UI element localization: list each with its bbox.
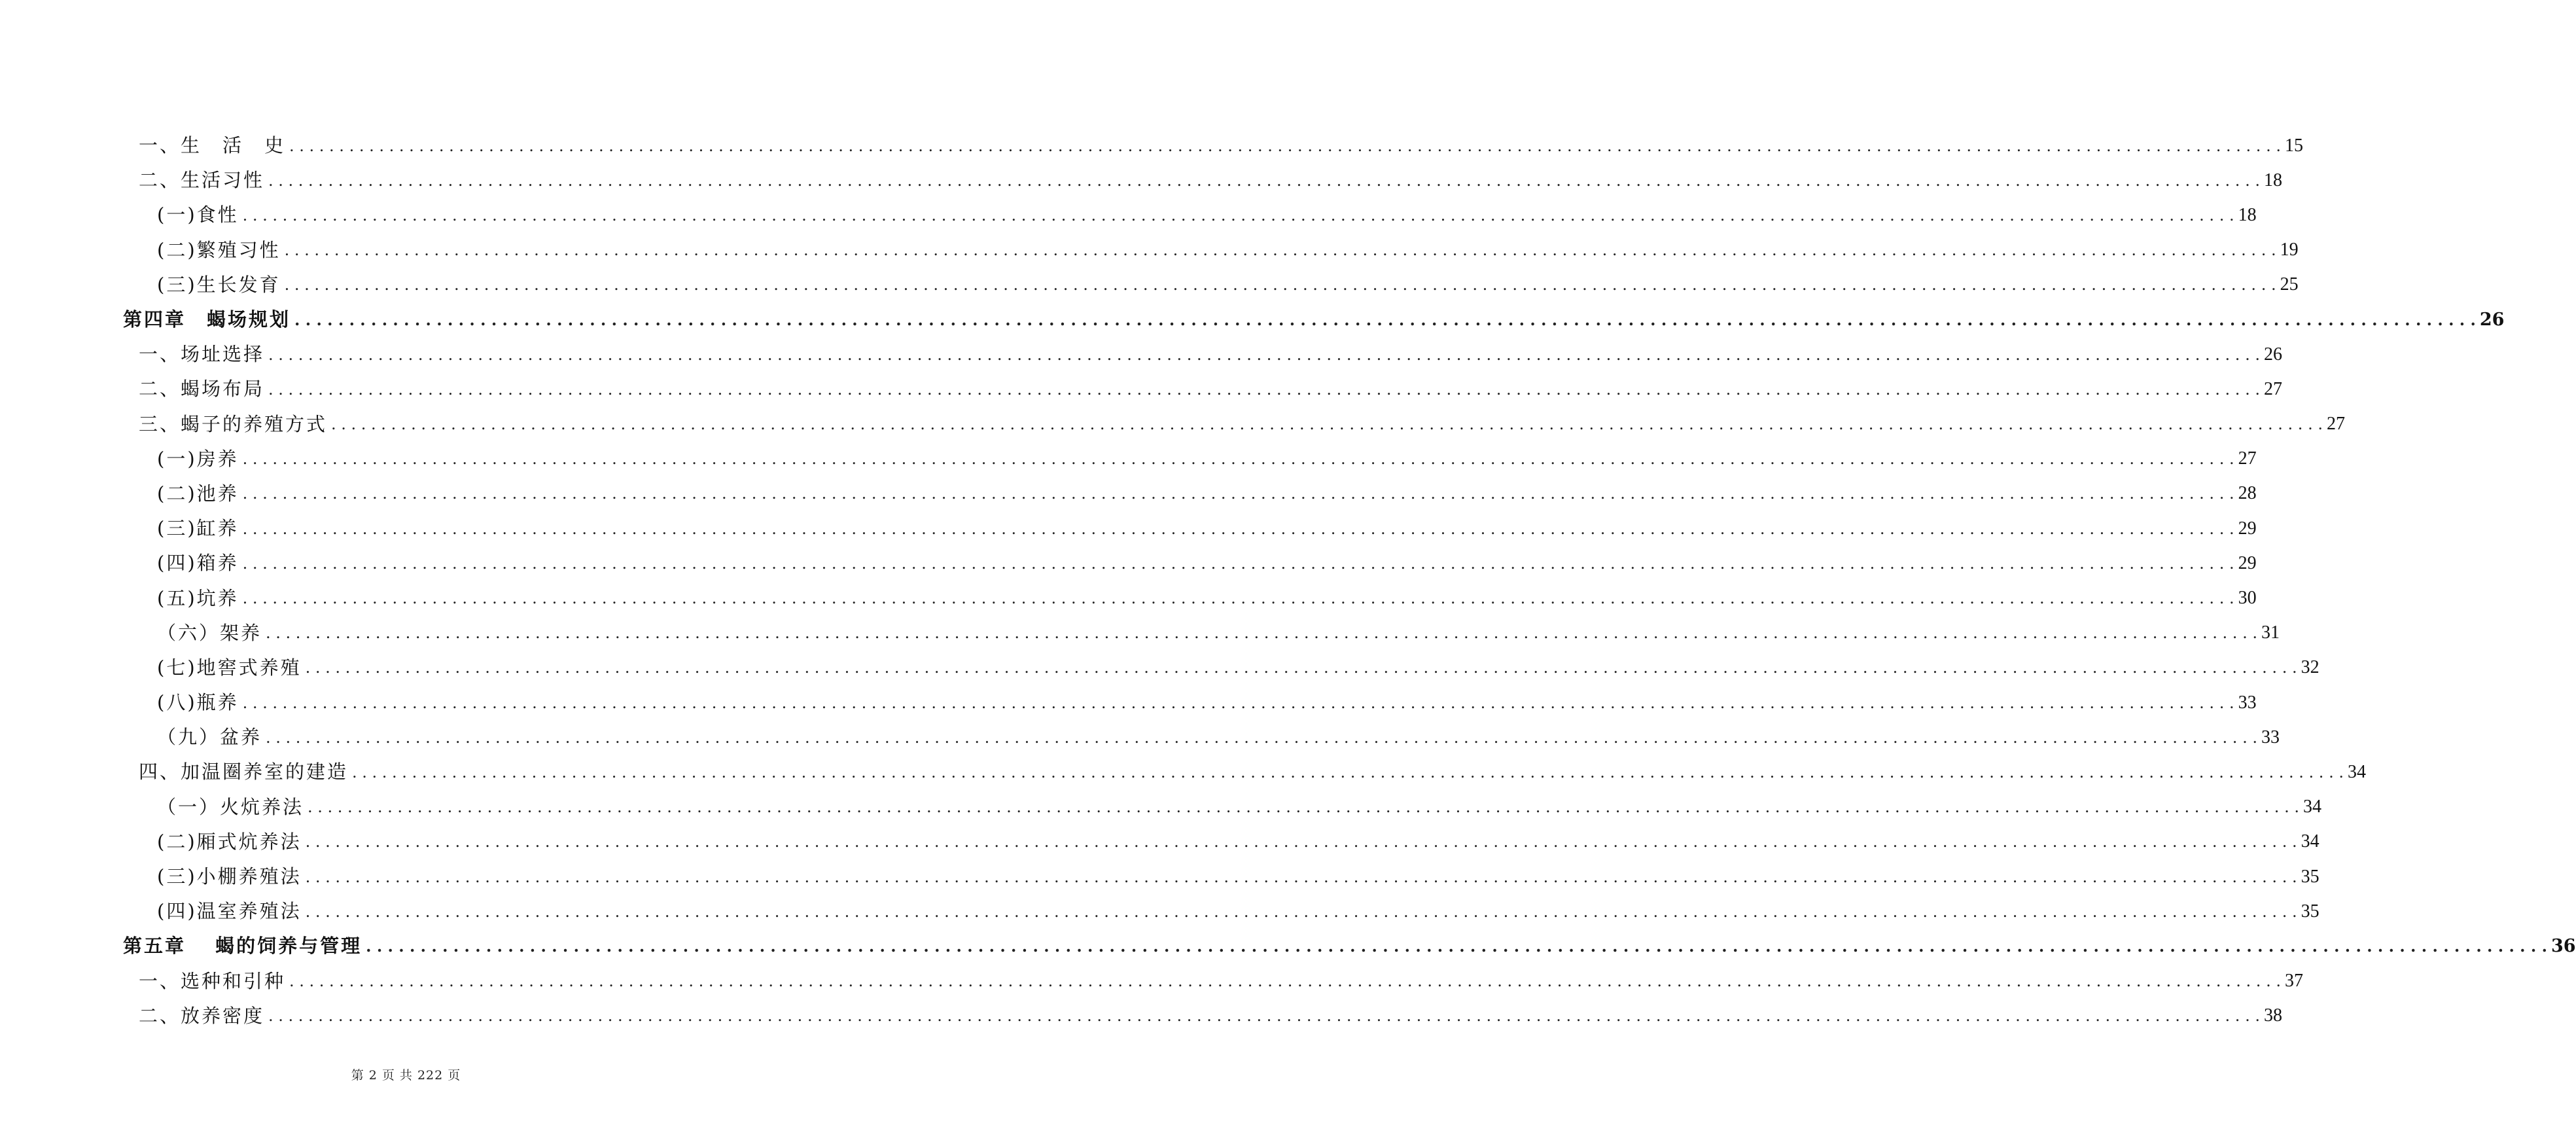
dot-leader: . . . . . . . . . . . . . . . . . . . . . . . . . . . . . . . . . . . . . . . . . . . . . . . . . . . . . . . . . . . . . . . . . . . . . . . . . . . . . . . . . . . . . . . . . . . . . . . . . . . . . . . . . . . . . . . . . . . . . . . . . . . . . . . . . . . . . . . . . . . . . . . . . . . . . . . . . . . . . . . . . . . . . . . . . . . . . . . . . . . . . . . . . . . . . . . . . . . . . . . . [268, 1007, 2260, 1026]
toc-entry[interactable] [157, 476, 2257, 511]
toc-entry[interactable] [157, 511, 2257, 546]
toc-entry-page-number: 34 [2303, 797, 2321, 817]
toc-entry[interactable] [157, 825, 2320, 859]
toc-entry-page-number: 27 [2238, 448, 2257, 469]
dot-leader: . . . . . . . . . . . . . . . . . . . . . . . . . . . . . . . . . . . . . . . . . . . . . . . . . . . . . . . . . . . . . . . . . . . . . . . . . . . . . . . . . . . . . . . . . . . . . . . . . . . . . . . . . . . . . . . . . . . . . . . . . . . . . . . . . . . . . . . . . . . . . . . . . . . . . . . . . . . . . . . . . . . . . . . . . . . . . . . . . . . . . . . . . . . . . . . . . . . . . . . . [289, 972, 2281, 991]
dot-leader: . . . . . . . . . . . . . . . . . . . . . . . . . . . . . . . . . . . . . . . . . . . . . . . . . . . . . . . . . . . . . . . . . . . . . . . . . . . . . . . . . . . . . . . . . . . . . . . . . . . . . . . . . . . . . . . . . . . . . . . . . . . . . . . . . . . . . . . . . . . . . . . . . . . . . . . . . . . . . . . . . . . . . . . . . . . . . . . . . . . . . . . . . . . . . . . . . . . . . . . . [242, 589, 2234, 608]
toc-entry-page-number: 35 [2301, 866, 2320, 887]
toc-entry-title: 四、加温圈养室的建造 [139, 761, 349, 783]
toc-entry[interactable] [157, 790, 2321, 825]
dot-leader: . . . . . . . . . . . . . . . . . . . . . . . . . . . . . . . . . . . . . . . . . . . . . . . . . . . . . . . . . . . . . . . . . . . . . . . . . . . . . . . . . . . . . . . . . . . . . . . . . . . . . . . . . . . . . . . . . . . . . . . . . . . . . . . . . . . . . . . . . . . . . . . . . . . . . . . . . . . . . . . . . . . . . . . . . . . . . . . . . . . . . . . . . . . . . . . . . . . . . . . . [242, 206, 2234, 224]
toc-entry[interactable] [139, 337, 2282, 372]
dot-leader: . . . . . . . . . . . . . . . . . . . . . . . . . . . . . . . . . . . . . . . . . . . . . . . . . . . . . . . . . . . . . . . . . . . . . . . . . . . . . . . . . . . . . . . . . . . . . . . . . . . . . . . . . . . . . . . . . . . . . . . . . . . . . . . . . . . . . . . . . . . . . . . . . . . . . . . . . . . . . . . . . . . . . . . . . . . . . . . . . . . . . . . . . . . . . . . . . . . . . . . . [305, 833, 2297, 852]
toc-entry-page-number: 26 [2263, 344, 2282, 365]
toc-entry-page-number: 26 [2479, 310, 2505, 331]
dot-leader: . . . . . . . . . . . . . . . . . . . . . . . . . . . . . . . . . . . . . . . . . . . . . . . . . . . . . . . . . . . . . . . . . . . . . . . . . . . . . . . . . . . . . . . . . . . . . . . . . . . . . . . . . . . . . . . . . . . . . . . . . . . . . . . . . . . . . . . . . . . . . . . . . . . . . . . . . . . . . . . . . . . . . . . . . . . . . . . . . . . . . . . . . . . . . . . . . . . . . . . . [308, 798, 2299, 817]
toc-entry[interactable] [157, 651, 2320, 685]
toc-entry-title: 一、场址选择 [139, 343, 265, 366]
toc-entry[interactable] [139, 964, 2303, 999]
toc-entry-page-number: 31 [2261, 622, 2280, 643]
toc-entry-title: (二)池养 [157, 482, 239, 505]
dot-leader: . . . . . . . . . . . . . . . . . . . . . . . . . . . . . . . . . . . . . . . . . . . . . . . . . . . . . . . . . . . . . . . . . . . . . . . . . . . . . . . . . . . . . . . . . . . . . . . . . . . . . . . . . . . . . . . . . . . . . . . . . . . . . . . . . . . . . . . . . . . . . . . . . . . . . . . . . . . . . . . . . . . . . . . . . . . . . . . . . . . . . . . . . . . . . . . . . . . . . . . . [289, 136, 2281, 155]
toc-entry[interactable] [139, 128, 2303, 163]
dot-leader: . . . . . . . . . . . . . . . . . . . . . . . . . . . . . . . . . . . . . . . . . . . . . . . . . . . . . . . . . . . . . . . . . . . . . . . . . . . . . . . . . . . . . . . . . . . . . . . . . . . . . . . . . . . . . . . . . . . . . . . . . . . . . . . . . . . . . . . . . . . . . . . . . . . . . . . . . . . . . . . . . . . . . . . . . . . . . . . . . . . . . . . . . . . . . . . . . . . . . . . . [284, 241, 2276, 260]
dot-leader: . . . . . . . . . . . . . . . . . . . . . . . . . . . . . . . . . . . . . . . . . . . . . . . . . . . . . . . . . . . . . . . . . . . . . . . . . . . . . . . . . . . . . . . . . . . . . . . . . . . . . . . . . . . . . . . . . . . . . . . . . . . . . . . . . . . . . . . . . . . . . . . . . . . . . . . . . . . . . . . . . . . . . . . . . . . . . . . . . . . . . . . . . . . . . . . . . . . . . . . . [284, 276, 2276, 295]
toc-entry[interactable] [157, 442, 2257, 476]
toc-entry[interactable] [157, 894, 2320, 929]
toc-entry[interactable] [157, 198, 2257, 232]
dot-leader: . . . . . . . . . . . . . . . . . . . . . . . . . . . . . . . . . . . . . . . . . . . . . . . . . . . . . . . . . . . . . . . . . . . . . . . . . . . . . . . . . . . . . . . . . . . . . . . . . . . . . . . . . . . . . . . . . . . . . . . . . . . . . . . . . . . . . . . . . . . . . . . . . . . . . . . . . . . . . . . . . . . . . . . . . . . . . . . . . . . . . . . . . . . . . . . . . . . . . . . . [242, 554, 2234, 573]
toc-entry-title: 三、蝎子的养殖方式 [139, 412, 328, 435]
dot-leader: . . . . . . . . . . . . . . . . . . . . . . . . . . . . . . . . . . . . . . . . . . . . . . . . . . . . . . . . . . . . . . . . . . . . . . . . . . . . . . . . . . . . . . . . . . . . . . . . . . . . . . . . . . . . . . . . . . . . . . . . . . . . . . . . . . . . . . . . . . . . . . . . . . . . . . . . . . . . . . . . . . . . . . . . . . . . . . . . . . . . . . . . . . . . . . . . . . . . . . . . [268, 380, 2260, 399]
dot-leader: . . . . . . . . . . . . . . . . . . . . . . . . . . . . . . . . . . . . . . . . . . . . . . . . . . . . . . . . . . . . . . . . . . . . . . . . . . . . . . . . . . . . . . . . . . . . . . . . . . . . . . . . . . . . . . . . . . . . . . . . . . . . . . . . . . . . . . . . . . . . . . . . . . . . . . . . . . . . . . . . . . . . . . . . . . . . . . . . . . . . . . . . . . . . . . . . . . . . . . . . [242, 484, 2234, 503]
toc-entry-title: 一、生 活 史 [139, 134, 286, 157]
toc-entry-title: （九）盆养 [157, 726, 262, 749]
dot-leader: . . . . . . . . . . . . . . . . . . . . . . . . . . . . . . . . . . . . . . . . . . . . . . . . . . . . . . . . . . . . . . . . . . . . . . . . . . . . . . . . . . . . . . . . . . . . . . . . . . . . . . . . . . . . . . . . . . . . . . . . . . . . . . . . . . . . . . . . . . . . . . . . . . . . . . . . . . . . . . . . . . . . . . . . . . . . . . . . . . . . . . . . . . . . . . . . . . . . . . . . [305, 867, 2297, 886]
toc-entry-page-number: 15 [2284, 135, 2303, 156]
toc-entry-page-number: 33 [2261, 726, 2280, 747]
toc-entry-page-number: 18 [2238, 204, 2257, 225]
dot-leader: . . . . . . . . . . . . . . . . . . . . . . . . . . . . . . . . . . . . . . . . . . . . . . . . . . . . . . . . . . . . . . . . . . . . . . . . . . . . . . . . . . . . . . . . . . . . . . . . . . . . . . . . . . . . . . . . . . . . . . . . . . . . . . . . . . . . . . . . . . . . . . . . . . . . . . . . . . . . . . . . . . . . . . . . . . . . . . . . . . . . . . . . . . . . . . . . . . . . . . . . [366, 936, 2547, 956]
toc-entry-title: (四)温室养殖法 [157, 900, 302, 923]
dot-leader: . . . . . . . . . . . . . . . . . . . . . . . . . . . . . . . . . . . . . . . . . . . . . . . . . . . . . . . . . . . . . . . . . . . . . . . . . . . . . . . . . . . . . . . . . . . . . . . . . . . . . . . . . . . . . . . . . . . . . . . . . . . . . . . . . . . . . . . . . . . . . . . . . . . . . . . . . . . . . . . . . . . . . . . . . . . . . . . . . . . . . . . . . . . . . . . . . . . . . . . . [266, 624, 2257, 643]
toc-entry-title: (七)地窖式养殖 [157, 656, 302, 679]
dot-leader: . . . . . . . . . . . . . . . . . . . . . . . . . . . . . . . . . . . . . . . . . . . . . . . . . . . . . . . . . . . . . . . . . . . . . . . . . . . . . . . . . . . . . . . . . . . . . . . . . . . . . . . . . . . . . . . . . . . . . . . . . . . . . . . . . . . . . . . . . . . . . . . . . . . . . . . . . . . . . . . . . . . . . . . . . . . . . . . . . . . . . . . . . . . . . . . . . . . . . . . . [305, 658, 2297, 677]
toc-entry-title: （六）架养 [157, 621, 262, 644]
toc-entry-title: 二、放养密度 [139, 1004, 265, 1027]
toc-entry[interactable] [139, 372, 2282, 406]
toc-entry[interactable] [157, 546, 2257, 581]
toc-entry-page-number: 34 [2347, 761, 2366, 782]
table-of-contents [123, 128, 2576, 1033]
toc-entry-page-number: 29 [2238, 552, 2257, 573]
toc-entry-title: (二)繁殖习性 [157, 238, 281, 261]
toc-entry-page-number: 34 [2301, 831, 2320, 852]
toc-entry-page-number: 35 [2301, 901, 2320, 922]
toc-entry-page-number: 33 [2238, 692, 2257, 713]
toc-entry[interactable] [123, 929, 2576, 963]
toc-entry[interactable] [139, 755, 2366, 789]
toc-entry[interactable] [123, 302, 2505, 337]
toc-entry-title: (四)箱养 [157, 552, 239, 575]
toc-entry-page-number: 27 [2263, 378, 2282, 399]
dot-leader: . . . . . . . . . . . . . . . . . . . . . . . . . . . . . . . . . . . . . . . . . . . . . . . . . . . . . . . . . . . . . . . . . . . . . . . . . . . . . . . . . . . . . . . . . . . . . . . . . . . . . . . . . . . . . . . . . . . . . . . . . . . . . . . . . . . . . . . . . . . . . . . . . . . . . . . . . . . . . . . . . . . . . . . . . . . . . . . . . . . . . . . . . . . . . . . . . . . . . . . . [294, 310, 2476, 329]
toc-entry-page-number: 18 [2263, 170, 2282, 190]
toc-entry[interactable] [157, 720, 2280, 755]
dot-leader: . . . . . . . . . . . . . . . . . . . . . . . . . . . . . . . . . . . . . . . . . . . . . . . . . . . . . . . . . . . . . . . . . . . . . . . . . . . . . . . . . . . . . . . . . . . . . . . . . . . . . . . . . . . . . . . . . . . . . . . . . . . . . . . . . . . . . . . . . . . . . . . . . . . . . . . . . . . . . . . . . . . . . . . . . . . . . . . . . . . . . . . . . . . . . . . . . . . . . . . . [266, 728, 2257, 747]
toc-entry[interactable] [157, 233, 2299, 268]
toc-entry-page-number: 27 [2326, 414, 2345, 435]
toc-entry-title: (五)坑养 [157, 586, 239, 609]
toc-entry-title: 第五章 蝎的饲养与管理 [123, 935, 362, 958]
toc-entry-title: 一、选种和引种 [139, 969, 286, 992]
toc-entry-page-number: 29 [2238, 518, 2257, 539]
dot-leader: . . . . . . . . . . . . . . . . . . . . . . . . . . . . . . . . . . . . . . . . . . . . . . . . . . . . . . . . . . . . . . . . . . . . . . . . . . . . . . . . . . . . . . . . . . . . . . . . . . . . . . . . . . . . . . . . . . . . . . . . . . . . . . . . . . . . . . . . . . . . . . . . . . . . . . . . . . . . . . . . . . . . . . . . . . . . . . . . . . . . . . . . . . . . . . . . . . . . . . . . [268, 345, 2260, 364]
toc-entry-title: 第四章 蝎场规划 [123, 308, 291, 331]
toc-entry-page-number: 37 [2284, 971, 2303, 992]
toc-entry-page-number: 32 [2301, 657, 2320, 678]
toc-entry-title: (八)瓶养 [157, 691, 239, 714]
toc-entry-title: (三)生长发育 [157, 273, 281, 296]
toc-entry-title: (二)厢式炕养法 [157, 830, 302, 853]
toc-entry-page-number: 25 [2280, 274, 2299, 295]
toc-entry-page-number: 36 [2550, 936, 2576, 957]
dot-leader: . . . . . . . . . . . . . . . . . . . . . . . . . . . . . . . . . . . . . . . . . . . . . . . . . . . . . . . . . . . . . . . . . . . . . . . . . . . . . . . . . . . . . . . . . . . . . . . . . . . . . . . . . . . . . . . . . . . . . . . . . . . . . . . . . . . . . . . . . . . . . . . . . . . . . . . . . . . . . . . . . . . . . . . . . . . . . . . . . . . . . . . . . . . . . . . . . . . . . . . . [242, 450, 2234, 469]
toc-entry[interactable] [157, 581, 2257, 615]
toc-entry-page-number: 38 [2263, 1005, 2282, 1026]
toc-entry[interactable] [157, 685, 2257, 720]
toc-entry[interactable] [157, 268, 2299, 302]
toc-entry-title: (三)小棚养殖法 [157, 865, 302, 888]
toc-entry[interactable] [139, 407, 2345, 442]
dot-leader: . . . . . . . . . . . . . . . . . . . . . . . . . . . . . . . . . . . . . . . . . . . . . . . . . . . . . . . . . . . . . . . . . . . . . . . . . . . . . . . . . . . . . . . . . . . . . . . . . . . . . . . . . . . . . . . . . . . . . . . . . . . . . . . . . . . . . . . . . . . . . . . . . . . . . . . . . . . . . . . . . . . . . . . . . . . . . . . . . . . . . . . . . . . . . . . . . . . . . . . . [242, 693, 2234, 712]
dot-leader: . . . . . . . . . . . . . . . . . . . . . . . . . . . . . . . . . . . . . . . . . . . . . . . . . . . . . . . . . . . . . . . . . . . . . . . . . . . . . . . . . . . . . . . . . . . . . . . . . . . . . . . . . . . . . . . . . . . . . . . . . . . . . . . . . . . . . . . . . . . . . . . . . . . . . . . . . . . . . . . . . . . . . . . . . . . . . . . . . . . . . . . . . . . . . . . . . . . . . . . . [242, 519, 2234, 538]
toc-entry[interactable] [157, 859, 2320, 894]
dot-leader: . . . . . . . . . . . . . . . . . . . . . . . . . . . . . . . . . . . . . . . . . . . . . . . . . . . . . . . . . . . . . . . . . . . . . . . . . . . . . . . . . . . . . . . . . . . . . . . . . . . . . . . . . . . . . . . . . . . . . . . . . . . . . . . . . . . . . . . . . . . . . . . . . . . . . . . . . . . . . . . . . . . . . . . . . . . . . . . . . . . . . . . . . . . . . . . . . . . . . . . . [268, 171, 2260, 190]
toc-entry[interactable] [139, 999, 2282, 1033]
dot-leader: . . . . . . . . . . . . . . . . . . . . . . . . . . . . . . . . . . . . . . . . . . . . . . . . . . . . . . . . . . . . . . . . . . . . . . . . . . . . . . . . . . . . . . . . . . . . . . . . . . . . . . . . . . . . . . . . . . . . . . . . . . . . . . . . . . . . . . . . . . . . . . . . . . . . . . . . . . . . . . . . . . . . . . . . . . . . . . . . . . . . . . . . . . . . . . . . . . . . . . . . [331, 415, 2323, 434]
dot-leader: . . . . . . . . . . . . . . . . . . . . . . . . . . . . . . . . . . . . . . . . . . . . . . . . . . . . . . . . . . . . . . . . . . . . . . . . . . . . . . . . . . . . . . . . . . . . . . . . . . . . . . . . . . . . . . . . . . . . . . . . . . . . . . . . . . . . . . . . . . . . . . . . . . . . . . . . . . . . . . . . . . . . . . . . . . . . . . . . . . . . . . . . . . . . . . . . . . . . . . . . [305, 902, 2297, 921]
toc-entry-page-number: 19 [2280, 240, 2299, 260]
toc-entry-title: 二、生活习性 [139, 169, 265, 192]
toc-entry-title: (三)缸养 [157, 517, 239, 540]
toc-entry-title: （一）火炕养法 [157, 795, 304, 818]
toc-entry-title: (一)食性 [157, 204, 239, 226]
toc-entry[interactable] [139, 163, 2282, 198]
toc-entry-page-number: 30 [2238, 588, 2257, 609]
toc-entry[interactable] [157, 616, 2280, 651]
toc-entry-title: 二、蝎场布局 [139, 378, 265, 401]
toc-entry-title: (一)房养 [157, 447, 239, 470]
toc-entry-page-number: 28 [2238, 483, 2257, 504]
page-footer: 第 2 页 共 222 页 [351, 1068, 461, 1083]
dot-leader: . . . . . . . . . . . . . . . . . . . . . . . . . . . . . . . . . . . . . . . . . . . . . . . . . . . . . . . . . . . . . . . . . . . . . . . . . . . . . . . . . . . . . . . . . . . . . . . . . . . . . . . . . . . . . . . . . . . . . . . . . . . . . . . . . . . . . . . . . . . . . . . . . . . . . . . . . . . . . . . . . . . . . . . . . . . . . . . . . . . . . . . . . . . . . . . . . . . . . . . . [352, 762, 2344, 781]
